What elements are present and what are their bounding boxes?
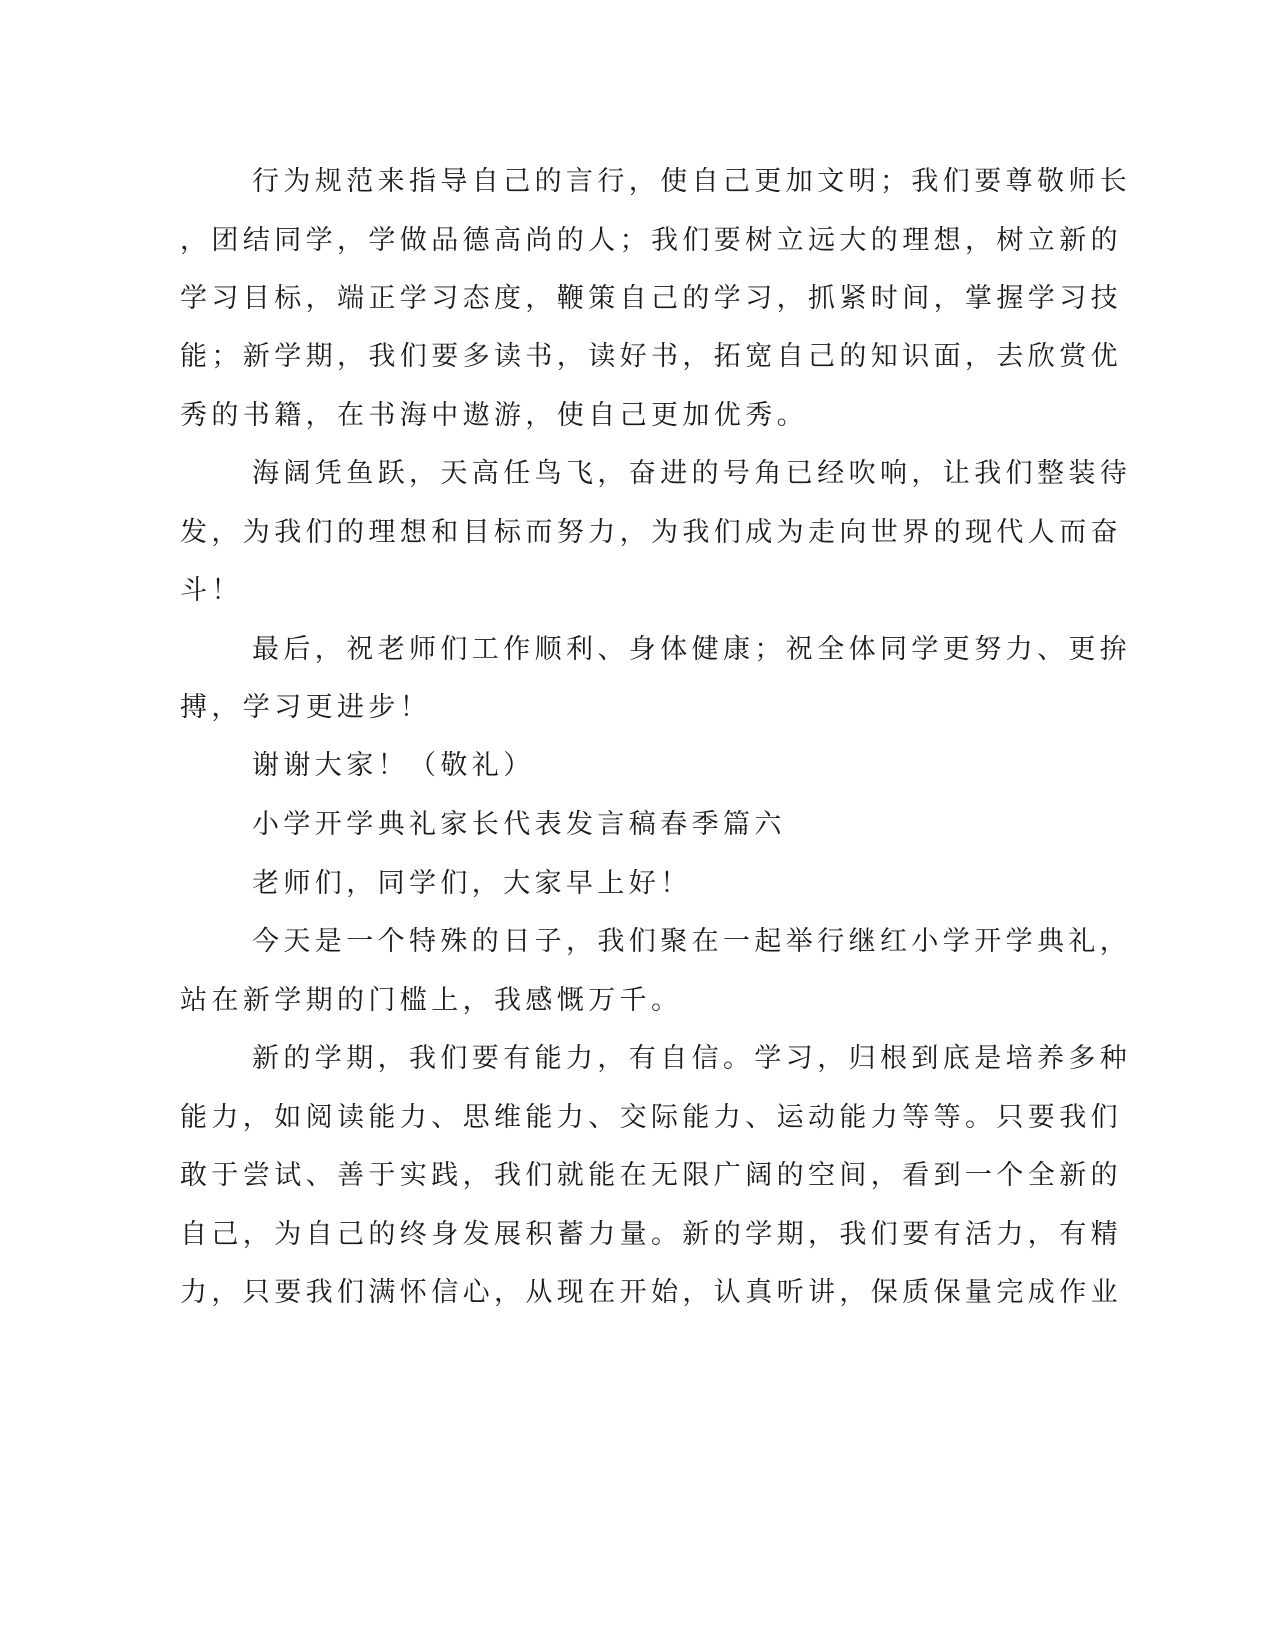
text-line: 谢谢大家！（敬礼） — [252, 750, 535, 781]
text-line: 发，为我们的理想和目标而努力，为我们成为走向世界的现代人而奋 — [180, 517, 1122, 548]
text-line: 能；新学期，我们要多读书，读好书，拓宽自己的知识面，去欣赏优 — [180, 341, 1122, 372]
text-line: 能力，如阅读能力、思维能力、交际能力、运动能力等等。只要我们 — [180, 1102, 1122, 1133]
text-line: 秀的书籍，在书海中遨游，使自己更加优秀。 — [180, 400, 808, 431]
text-line: 学习目标，端正学习态度，鞭策自己的学习，抓紧时间，掌握学习技 — [180, 283, 1122, 314]
text-line: 斗！ — [180, 575, 243, 606]
section-heading: 小学开学典礼家长代表发言稿春季篇六 — [252, 809, 786, 840]
text-line: 海阔凭鱼跃，天高任鸟飞，奋进的号角已经吹响，让我们整装待 — [252, 458, 1132, 489]
text-line: ，团结同学，学做品德高尚的人；我们要树立远大的理想，树立新的 — [180, 225, 1122, 256]
text-line: 今天是一个特殊的日子，我们聚在一起举行继红小学开学典礼， — [252, 926, 1132, 957]
text-line: 新的学期，我们要有能力，有自信。学习，归根到底是培养多种 — [252, 1043, 1132, 1074]
text-line: 敢于尝试、善于实践，我们就能在无限广阔的空间，看到一个全新的 — [180, 1160, 1122, 1191]
text-line: 搏，学习更进步！ — [180, 692, 432, 723]
text-line: 力，只要我们满怀信心，从现在开始，认真听讲，保质保量完成作业 — [180, 1277, 1122, 1308]
text-line: 自己，为自己的终身发展积蓄力量。新的学期，我们要有活力，有精 — [180, 1219, 1122, 1250]
text-line: 行为规范来指导自己的言行，使自己更加文明；我们要尊敬师长 — [252, 166, 1132, 197]
text-line: 老师们，同学们，大家早上好！ — [252, 868, 692, 899]
text-line: 站在新学期的门槛上，我感慨万千。 — [180, 985, 683, 1016]
text-line: 最后，祝老师们工作顺利、身体健康；祝全体同学更努力、更拚 — [252, 634, 1132, 665]
